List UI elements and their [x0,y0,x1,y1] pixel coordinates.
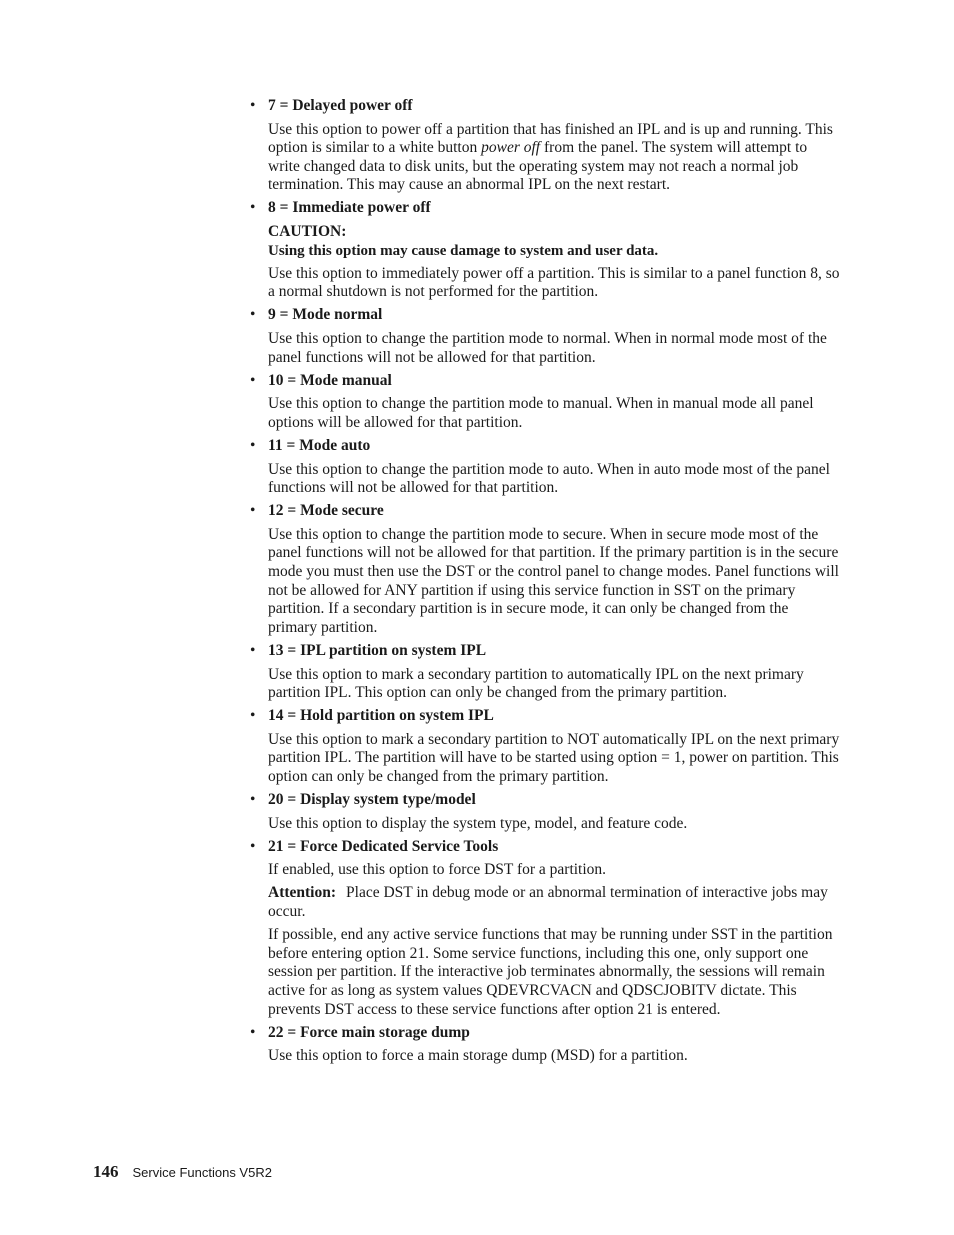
bullet: • [250,1023,256,1041]
bullet: • [250,437,256,454]
item-description: Use this option to change the partition mode to manual. When in manual mode all panel options will be allowed for that partition. [268,395,814,431]
item-description: Use this option to mark a secondary partition to NOT automatically IPL on the next primary partition IPL. The partition will have to be started using option = 1, power on partition. This option can only be changed from the primary partition. [268,730,840,785]
item-heading: 21 = Force Dedicated Service Tools [268,837,499,855]
item-heading: 14 = Hold partition on system IPL [268,707,494,725]
list-item-delayed-power-off [250,97,840,195]
item-heading: 9 = Mode normal [268,306,383,324]
item-description: Use this option to force a main storage dump (MSD) for a partition. [268,1047,688,1065]
list-item-force-msd [250,1024,840,1066]
bullet: • [250,371,256,389]
item-heading: 22 = Force main storage dump [268,1023,470,1041]
item-description: Use this option to power off a partition that has finished an IPL and is up and running. This option is similar to a white button power off from the panel. The system will attempt to write changed data to disk units, but the operating system may not reach a normal job termination. This may cause an abnormal IPL on the next restart. [268,120,833,194]
caution-text: Using this option may cause damage to system and user data. [268,242,659,259]
item-description: Use this option to mark a secondary partition to automatically IPL on the next primary partition IPL. This option can only be changed from the primary partition. [268,665,804,702]
document-body [250,97,840,1070]
item-heading: 12 = Mode secure [268,502,384,520]
item-description: If enabled, use this option to force DST for a partition. [268,861,607,879]
list-item-force-dst [250,838,840,1019]
item-heading: 13 = IPL partition on system IPL [268,641,487,659]
attention-text: Place DST in debug mode or an abnormal termination of interactive jobs may occur. [268,884,828,921]
item-heading: 8 = Immediate power off [268,199,431,217]
bullet: • [250,707,256,725]
item-heading: 11 = Mode auto [268,437,371,454]
bullet: • [250,791,256,809]
bullet: • [250,502,256,520]
list-item-mode-manual [250,372,840,433]
item-heading: 7 = Delayed power off [268,97,413,114]
list-item-immediate-power-off [250,199,840,301]
attention-note [268,884,840,921]
item-description: Use this option to display the system type, model, and feature code. [268,814,688,832]
item-description-extra: If possible, end any active service functions that may be running under SST in the partition before entering option 21. Some service functions, including this one, only support one session per partition. If the interactive job terminates abnormally, the sessions will remain active for as long as system values QDEVRCVACN and QDSCJOBITV dictate. This prevents DST access to these service functions after option 21 is entered. [268,926,833,1018]
item-description: Use this option to change the partition mode to secure. When in secure mode most of the panel functions will not be allowed for that partition. If the primary partition is in the secure mode you must then use the DST or the control panel to change modes. Panel functions will not be allowed for ANY partition if using this service function in SST on the primary partition. If a secondary partition is in secure mode, it can only be changed from the primary partition. [268,525,839,636]
list-item-ipl-partition [250,642,840,703]
bullet: • [250,97,256,114]
caution-title: CAUTION: [268,223,347,241]
bullet: • [250,306,256,324]
item-description: Use this option to immediately power off a partition. This is similar to a panel function 8, so a normal shutdown is not performed for the partition. [268,264,840,301]
list-item-display-system-type [250,791,840,833]
item-description: Use this option to change the partition mode to auto. When in auto mode most of the panel functions will not be allowed for that partition. [268,460,830,497]
list-item-mode-auto [250,437,840,498]
bullet: • [250,837,256,855]
bullet: • [250,199,256,217]
bullet: • [250,641,256,659]
list-item-mode-secure [250,502,840,637]
page-footer [93,1162,272,1182]
attention-label: Attention: [268,884,337,902]
item-description: Use this option to change the partition mode to normal. When in normal mode most of the panel functions will not be allowed for that partition. [268,330,827,366]
footer-title: Service Functions V5R2 [132,1165,272,1180]
list-item-hold-partition [250,707,840,786]
item-heading: 20 = Display system type/model [268,791,476,809]
item-heading: 10 = Mode manual [268,371,392,389]
page-number: 146 [93,1162,119,1181]
list-item-mode-normal [250,306,840,367]
